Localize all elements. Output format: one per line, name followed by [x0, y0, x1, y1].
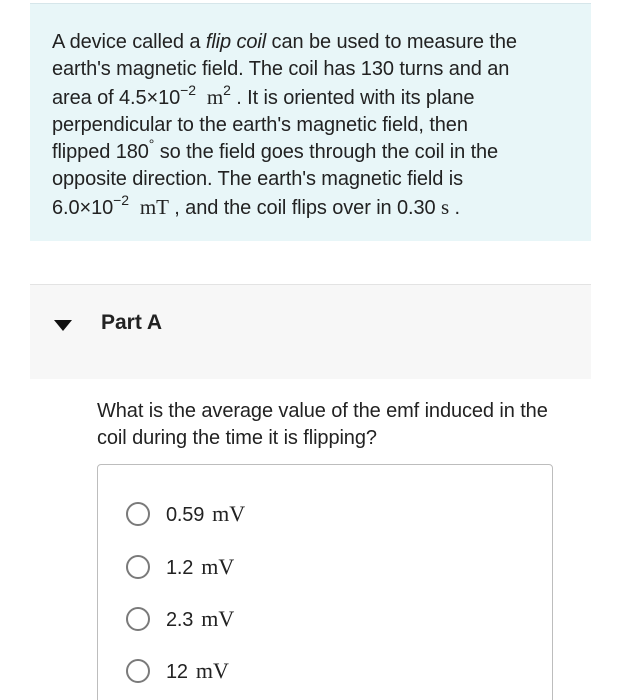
problem-line: opposite direction. The earth's magnetic field is: [52, 168, 463, 191]
question-line: What is the average value of the emf induced in the: [97, 400, 548, 422]
choice-unit: mV: [201, 606, 235, 631]
unit: s: [441, 194, 450, 219]
part-title: Part A: [101, 311, 163, 334]
problem-text: .: [449, 196, 461, 219]
exponent: 2: [223, 81, 231, 98]
problem-text: . It is oriented with its plane: [230, 86, 475, 109]
problem-statement: [30, 3, 591, 241]
problem-line: earth's magnetic field. The coil has 130 turns and an: [52, 58, 510, 81]
radio-button[interactable]: [126, 502, 150, 526]
choice-label[interactable]: [166, 501, 245, 527]
unit: m: [206, 84, 224, 109]
choice-value: 2.3: [166, 609, 194, 631]
problem-term: flip coil: [205, 31, 267, 53]
caret-down-icon[interactable]: [54, 320, 72, 331]
choice-unit: mV: [212, 501, 246, 526]
choice-value: 12: [166, 661, 188, 683]
choice-label[interactable]: [166, 554, 234, 580]
problem-line: perpendicular to the earth's magnetic field, then: [52, 113, 468, 136]
problem-text: 6.0×10: [52, 196, 114, 219]
choice-unit: mV: [201, 554, 235, 579]
choice-value: 1.2: [166, 557, 194, 579]
answer-choices: [97, 464, 553, 700]
problem-text: so the field goes through the coil in the: [154, 141, 499, 164]
choice-option[interactable]: [126, 604, 234, 634]
exponent: −2: [180, 81, 196, 98]
problem-text: area of 4.5×10: [52, 86, 181, 109]
problem-line: [52, 29, 571, 56]
choice-value: 0.59: [166, 504, 205, 526]
problem-line: [52, 191, 571, 222]
radio-button[interactable]: [126, 659, 150, 683]
problem-text: flipped 180: [52, 141, 149, 164]
choice-label[interactable]: [166, 658, 229, 684]
part-a-header[interactable]: [30, 284, 591, 379]
choice-label[interactable]: [166, 606, 234, 632]
problem-line: [52, 136, 571, 166]
problem-text: A device called a: [52, 31, 206, 53]
choice-unit: mV: [195, 658, 229, 683]
degree-sign: °: [148, 136, 155, 153]
radio-button[interactable]: [126, 555, 150, 579]
problem-line: [52, 81, 571, 112]
problem-text: can be used to measure the: [266, 31, 517, 53]
question-text: [97, 398, 617, 452]
choice-option[interactable]: [126, 552, 234, 582]
exponent: −2: [113, 191, 129, 208]
radio-button[interactable]: [126, 607, 150, 631]
problem-text: , and the coil flips over in 0.30: [168, 196, 442, 219]
question-line: coil during the time it is flipping?: [97, 427, 377, 449]
choice-option[interactable]: [126, 656, 229, 686]
unit: mT: [139, 194, 169, 219]
choice-option[interactable]: [126, 499, 245, 529]
